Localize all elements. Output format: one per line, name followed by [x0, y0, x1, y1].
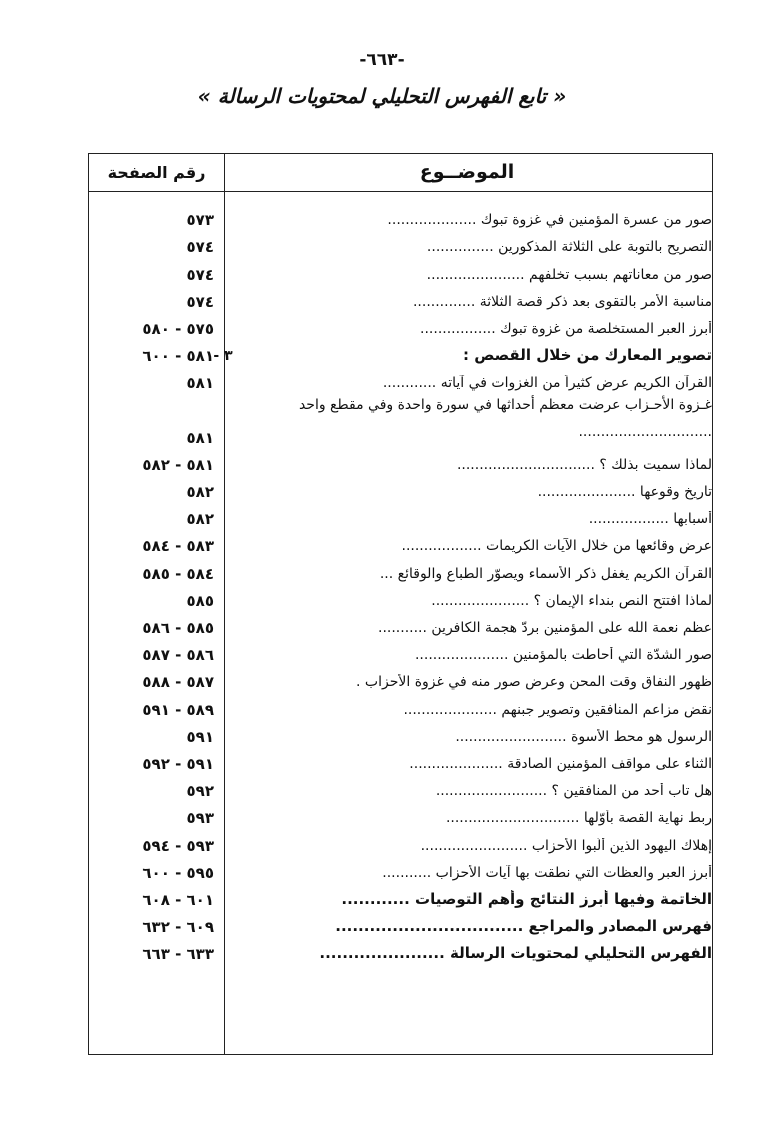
row-topic: لماذا سميت بذلك ؟ ...............................	[456, 456, 712, 473]
row-topic: التصريح بالتوبة على الثلاثة المذكورين ...............	[426, 239, 712, 256]
row-topic: القرآن الكريم يغفل ذكر الأسماء ويصوّر الطباع والوقائع ...	[379, 565, 712, 582]
row-topic: لماذا افتتح النص بنداء الإيمان ؟ ......................	[431, 592, 712, 609]
row-page: ٥٨٢	[186, 483, 214, 502]
table-row	[89, 829, 712, 856]
table-row	[89, 204, 712, 231]
row-topic: غـزوة الأحـزاب عرضت معظم أحداثها في سورة واحدة وفي مقطع واحد ..............................	[298, 396, 712, 440]
row-page: ٥٨٥	[186, 591, 214, 610]
row-page: ٥٩٢	[186, 782, 214, 801]
row-page: ٥٧٤	[186, 238, 214, 257]
table-row	[89, 639, 712, 666]
row-page: ٥٨٧ - ٥٨٨	[142, 673, 214, 692]
table-row	[89, 557, 712, 584]
row-page: ٥٩٥ - ٦٠٠	[142, 863, 214, 882]
table-header	[89, 154, 712, 192]
row-topic: ربط نهاية القصة بأوّلها ..............................	[445, 810, 712, 827]
topic-column-header: الموضــوع	[419, 161, 515, 183]
table-row	[89, 231, 712, 258]
table-row	[89, 721, 712, 748]
row-page: ٥٧٣	[186, 211, 214, 230]
row-topic: هل تاب أحد من المنافقين ؟ .........................	[435, 783, 712, 800]
row-page: ٥٨١	[186, 374, 214, 393]
row-page: ٦٠١ - ٦٠٨	[142, 890, 214, 909]
toc-rows	[89, 204, 712, 965]
row-topic: الخاتمة وفيها أبرز النتائج وأهم التوصيات ............	[341, 889, 712, 908]
row-page: ٥٩١ - ٥٩٢	[142, 754, 214, 773]
row-topic: إهلاك اليهود الذين ألّبوا الأحزاب ........................	[420, 837, 712, 854]
row-topic: الفهرس التحليلي لمحتويات الرسالة ......................	[319, 944, 712, 963]
row-topic: تصوير المعارك من خلال القصص :	[462, 346, 712, 365]
row-topic: القرآن الكريم عرض كثيراً من الغزوات في آياته ............	[382, 375, 712, 392]
row-topic: أسبابها ..................	[588, 511, 712, 528]
table-row	[89, 476, 712, 503]
table-row	[89, 748, 712, 775]
table-row	[89, 585, 712, 612]
row-topic: تاريخ وقوعها ......................	[537, 484, 712, 501]
table-row	[89, 612, 712, 639]
row-marker: ٣ -	[213, 348, 233, 365]
row-topic: صور الشدّة التي أحاطت بالمؤمنين .....................	[414, 647, 712, 664]
row-page: ٥٧٤	[186, 265, 214, 284]
table-row	[89, 394, 712, 448]
section-heading-row	[89, 938, 712, 965]
section-heading-row	[89, 911, 712, 938]
row-topic: ظهور النفاق وقت المحن وعرض صور منه في غزوة الأحزاب .	[356, 674, 712, 691]
table-row	[89, 666, 712, 693]
row-page: ٦٣٣ - ٦٦٣	[142, 945, 214, 964]
row-page: ٥٨٢	[186, 510, 214, 529]
row-page: ٥٨١ - ٦٠٠	[142, 347, 214, 366]
row-topic: الرسول هو محط الأسوة .........................	[455, 728, 712, 745]
row-page: ٥٨٥ - ٥٨٦	[142, 619, 214, 638]
row-topic: أبرز العبر والعظات التي نطقت بها آيات الأحزاب ...........	[382, 864, 712, 881]
row-page: ٥٨١	[186, 428, 214, 447]
page-column-header: رقم الصفحة	[107, 163, 206, 182]
table-row	[89, 857, 712, 884]
row-page: ٥٩١	[186, 727, 214, 746]
row-topic: صور من عسرة المؤمنين في غزوة تبوك ....................	[387, 212, 712, 229]
page-title: « تابع الفهرس التحليلي لمحتويات الرسالة »	[197, 84, 567, 108]
table-row	[89, 802, 712, 829]
section-heading-row	[89, 340, 712, 367]
row-page: ٥٨٩ - ٥٩١	[142, 700, 214, 719]
row-topic: أبرز العبر المستخلصة من غزوة تبوك .................	[420, 320, 712, 337]
table-row	[89, 258, 712, 285]
row-page: ٥٨١ - ٥٨٢	[142, 455, 214, 474]
row-page: ٦٠٩ - ٦٣٢	[142, 918, 214, 937]
row-topic: الثناء على مواقف المؤمنين الصادقة .....................	[409, 755, 712, 772]
table-row	[89, 693, 712, 720]
row-topic: عرض وقائعها من خلال الآيات الكريمات ..................	[401, 538, 712, 555]
table-row	[89, 313, 712, 340]
row-topic: عظم نعمة الله على المؤمنين بردّ هجمة الكافرين ...........	[378, 620, 712, 637]
page-number: -٦٦٣-	[359, 50, 405, 70]
table-row	[89, 286, 712, 313]
row-page: ٥٨٦ - ٥٨٧	[142, 646, 214, 665]
row-page: ٥٩٣ - ٥٩٤	[142, 836, 214, 855]
table-row	[89, 775, 712, 802]
table-row	[89, 530, 712, 557]
row-topic: نقض مزاعم المنافقين وتصوير جبنهم .....................	[403, 701, 712, 718]
row-page: ٥٨٣ - ٥٨٤	[142, 537, 214, 556]
section-heading-row	[89, 884, 712, 911]
table-row	[89, 367, 712, 394]
row-page: ٥٧٥ - ٥٨٠	[142, 319, 214, 338]
row-topic: صور من معاناتهم بسبب تخلفهم ......................	[426, 266, 712, 283]
table-row	[89, 503, 712, 530]
row-page: ٥٧٤	[186, 292, 214, 311]
row-topic: مناسبة الأمر بالتقوى بعد ذكر قصة الثلاثة ..............	[412, 293, 712, 310]
toc-table	[88, 153, 713, 1055]
row-topic: فهرس المصادر والمراجع .................................	[335, 917, 712, 936]
table-row	[89, 449, 712, 476]
row-page: ٥٩٣	[186, 809, 214, 828]
row-page: ٥٨٤ - ٥٨٥	[142, 564, 214, 583]
